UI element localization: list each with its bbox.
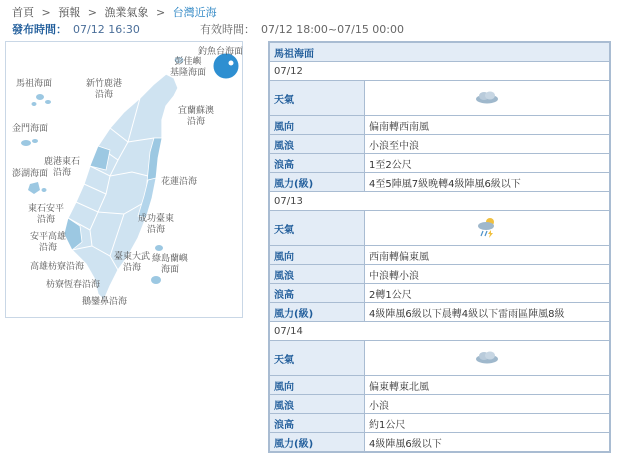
map-label-yilan[interactable]: 宜蘭蘇澳 沿海 <box>178 106 215 127</box>
map-label-taitung[interactable]: 臺東大武 沿海 <box>114 252 151 273</box>
wind-dir-label: 風向 <box>270 116 365 135</box>
forecast-panel <box>268 41 611 453</box>
breadcrumb-current[interactable]: 台灣近海 <box>172 6 217 19</box>
valid-time-value: 07/12 18:00~07/15 00:00 <box>261 23 405 36</box>
wind-force-value: 4級陣風6級以下晨轉4級以下雷雨區陣風8級 <box>365 303 610 322</box>
breadcrumb-separator: > <box>41 6 51 19</box>
wave-height-value: 約1公尺 <box>365 414 610 433</box>
weather-label: 天氣 <box>270 341 365 376</box>
map-label-fangliao[interactable]: 枋寮恆春沿海 <box>46 280 101 290</box>
forecast-date: 07/14 <box>270 322 610 341</box>
wind-dir-label: 風向 <box>270 376 365 395</box>
map-label-mazu[interactable]: 馬祖海面 <box>16 79 53 89</box>
map-label-kaohsiung[interactable]: 高雄枋寮沿海 <box>30 262 85 272</box>
wave-label: 風浪 <box>270 265 365 284</box>
forecast-date: 07/12 <box>270 62 610 81</box>
wind-dir-value: 偏南轉西南風 <box>365 116 610 135</box>
cloudy-icon <box>474 350 500 364</box>
wave-height-value: 2轉1公尺 <box>365 284 610 303</box>
thunderstorm-icon <box>475 216 499 238</box>
wind-force-label: 風力(級) <box>270 433 365 452</box>
breadcrumb-forecast[interactable]: 預報 <box>58 6 81 19</box>
wave-label: 風浪 <box>270 135 365 154</box>
issue-time-label: 發布時間： <box>12 23 67 36</box>
valid-time <box>200 21 404 37</box>
map-label-hualien[interactable]: 花蓮沿海 <box>161 177 198 187</box>
map-label-penghu[interactable]: 澎湖海面 <box>12 169 49 179</box>
breadcrumb-separator: > <box>87 6 97 19</box>
breadcrumb <box>12 4 217 20</box>
wave-height-value: 1至2公尺 <box>365 154 610 173</box>
weather-label: 天氣 <box>270 211 365 246</box>
map-label-diaoyu[interactable]: 釣魚台海面 <box>198 47 244 57</box>
wave-label: 風浪 <box>270 395 365 414</box>
weather-cell <box>365 341 610 376</box>
forecast-date: 07/13 <box>270 192 610 211</box>
wind-dir-value: 西南轉偏東風 <box>365 246 610 265</box>
forecast-table <box>269 42 610 452</box>
cloudy-icon <box>474 90 500 104</box>
map-label-xinzhu[interactable]: 新竹鹿港 沿海 <box>86 79 123 100</box>
map-label-pengjia[interactable]: 彭佳嶼 基隆海面 <box>170 57 207 78</box>
wave-value: 小浪至中浪 <box>365 135 610 154</box>
valid-time-label: 有效時間： <box>200 23 255 36</box>
map-label-dongshi[interactable]: 東石安平 沿海 <box>28 204 65 225</box>
map-label-lukang[interactable]: 鹿港東石 沿海 <box>44 157 81 178</box>
wind-force-value: 4至5陣風7級晚轉4級陣風6級以下 <box>365 173 610 192</box>
wind-force-value: 4級陣風6級以下 <box>365 433 610 452</box>
map-label-greenisland[interactable]: 綠島蘭嶼 海面 <box>152 254 189 275</box>
weather-label: 天氣 <box>270 81 365 116</box>
wave-height-label: 浪高 <box>270 414 365 433</box>
breadcrumb-home[interactable]: 首頁 <box>12 6 34 19</box>
issue-time-value: 07/12 16:30 <box>73 23 140 36</box>
wave-height-label: 浪高 <box>270 154 365 173</box>
wave-height-label: 浪高 <box>270 284 365 303</box>
map-label-eluanbi[interactable]: 鵝鑾鼻沿海 <box>82 297 128 307</box>
breadcrumb-separator: > <box>155 6 166 19</box>
map-label-chenggong[interactable]: 成功臺東 沿海 <box>138 214 175 235</box>
wind-dir-value: 偏東轉東北風 <box>365 376 610 395</box>
breadcrumb-fishery[interactable]: 漁業氣象 <box>104 6 149 19</box>
wind-force-label: 風力(級) <box>270 173 365 192</box>
wind-force-label: 風力(級) <box>270 303 365 322</box>
map-label-anping[interactable]: 安平高雄 沿海 <box>30 232 67 253</box>
wind-dir-label: 風向 <box>270 246 365 265</box>
weather-cell <box>365 81 610 116</box>
map-label-kinmen[interactable]: 金門海面 <box>12 124 49 134</box>
forecast-area-title: 馬祖海面 <box>270 43 610 62</box>
wave-value: 中浪轉小浪 <box>365 265 610 284</box>
wave-value: 小浪 <box>365 395 610 414</box>
coastal-map <box>5 41 243 318</box>
issue-time <box>12 21 140 37</box>
weather-cell <box>365 211 610 246</box>
